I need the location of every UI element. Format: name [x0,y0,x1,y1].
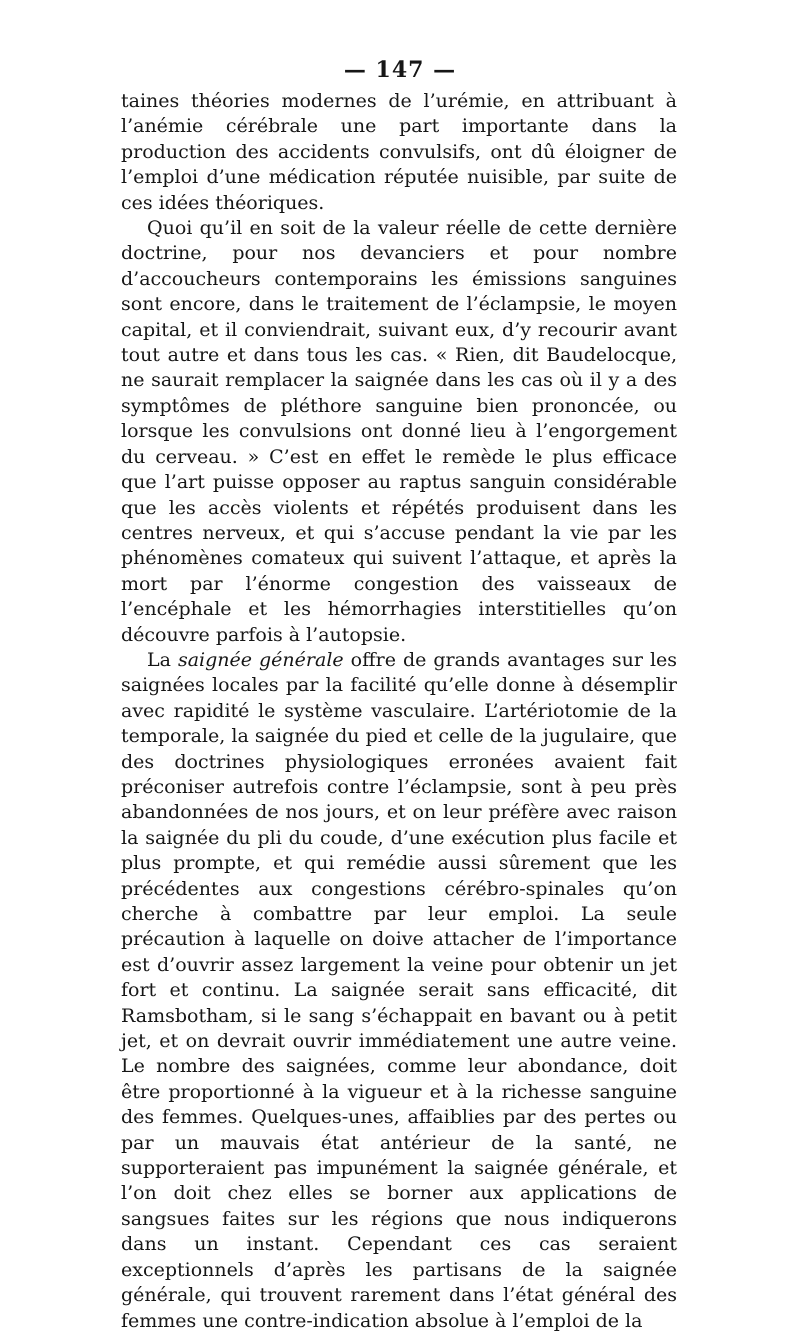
paragraph-1: taines théories modernes de l’urémie, en attribuant à l’anémie cérébrale une part importante dans la production des accidents convulsifs, ont dû éloigner de l’emploi d’une médication réputée nuisible, par suite de ces idées théoriques. [121,90,677,214]
paragraph-3-text: offre de grands avantages sur les saignées locales par la facilité qu’elle donne à désemplir avec rapidité le système vasculaire. L’artériotomie de la temporale, la saignée du pied et celle de la jugulaire, que des doctrines physiologiques erronées avaient fait préconiser autrefois contre l’éclampsie, sont à peu près abandonnées de nos jours, et on leur préfère avec raison la saignée du pli du coude, d’une exécution plus facile et plus prompte, et qui remédie aussi sûrement que les précédentes aux congestions cérébro-spinales qu’on cherche à combattre par leur emploi. La seule précaution à laquelle on doive attacher de l’importance est d’ouvrir assez largement la veine pour obtenir un jet fort et continu. La saignée serait sans efficacité, dit Ramsbotham, si le sang s’échappait en bavant ou à petit jet, et on devrait ouvrir immédiatement une autre veine. Le nombre des saignées, comme leur abondance, doit être proportionné à la vigueur et à la richesse sanguine des femmes. Quelques-unes, affaiblies par des pertes ou par un mauvais état antérieur de la santé, ne supporteraient pas impunément la saignée générale, et l’on doit chez elles se borner aux applications de sangsues faites sur les régions que nous indiquerons dans un instant. Cependant ces cas seraient exceptionnels d’après les partisans de la saignée générale, qui trouvent rarement dans l’état général des femmes une contre-indication absolue à l’emploi de la [121,648,678,1332]
italic-term: saignée générale [177,648,344,671]
page-number: — 147 — [343,57,457,83]
paragraph-3 [121,648,677,1334]
paragraph-2: Quoi qu’il en soit de la valeur réelle de cette dernière doctrine, pour nos devanciers et pour nombre d’accoucheurs contemporains les émissions sanguines sont encore, dans le traitement de l’éclampsie, le moyen capital, et il conviendrait, suivant eux, d’y recourir avant tout autre et dans tous les cas. « Rien, dit Baudelocque, ne saurait remplacer la saignée dans les cas où il y a des symptômes de pléthore sanguine bien prononcée, ou lorsque les convulsions ont donné lieu à l’engorgement du cerveau. » C’est en effet le remède le plus efficace que l’art puisse opposer au raptus sanguin considérable que les accès violents et répétés produisent dans les centres nerveux, et qui s’accuse pendant la vie par les phénomènes comateux qui suivent l’attaque, et après la mort par l’énorme congestion des vaisseaux de l’encéphale et les hémorrhagies interstitielles qu’on découvre parfois à l’autopsie. [121,217,677,646]
body-text [121,89,677,1334]
paragraph-3-lead: La [147,648,178,671]
